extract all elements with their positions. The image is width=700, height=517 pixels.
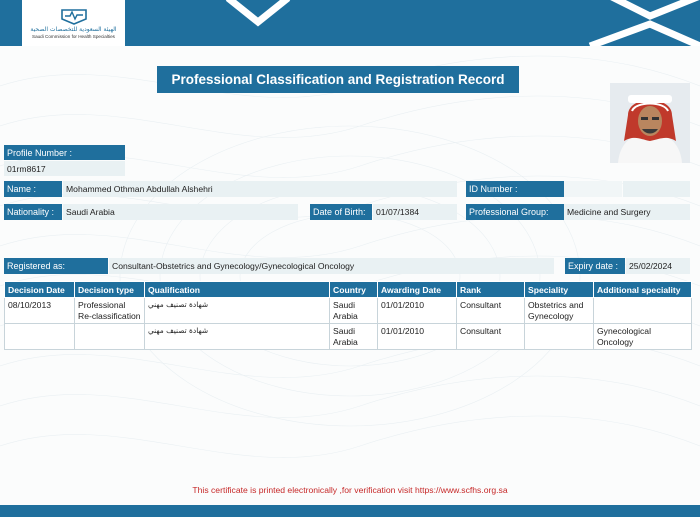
nationality-value: Saudi Arabia	[63, 204, 298, 220]
table-row	[5, 324, 692, 350]
scfhs-emblem-icon	[59, 7, 89, 25]
header-speciality: Speciality	[525, 282, 594, 298]
cell-country: Saudi Arabia	[330, 298, 378, 324]
cell-qualification: شهادة تصنيف مهني	[145, 324, 330, 350]
id-number-label: ID Number :	[466, 181, 564, 197]
header-qualification: Qualification	[145, 282, 330, 298]
logo-english-text: Saudi Commission for Health Specialties	[32, 33, 115, 39]
header-rank: Rank	[457, 282, 525, 298]
cell-decision-date: 08/10/2013	[5, 298, 75, 324]
header-decision-date: Decision Date	[5, 282, 75, 298]
footer-band	[0, 505, 700, 517]
header-decision-type: Decision type	[75, 282, 145, 298]
id-number-extra-field	[623, 181, 690, 197]
name-label: Name :	[4, 181, 62, 197]
logo-arabic-text: الهيئة السعودية للتخصصات الصحية	[30, 25, 117, 33]
registered-as-value: Consultant-Obstetrics and Gynecology/Gynecological Oncology	[109, 258, 554, 274]
header-awarding-date: Awarding Date	[378, 282, 457, 298]
cell-awarding-date: 01/01/2010	[378, 298, 457, 324]
registered-as-label: Registered as:	[4, 258, 108, 274]
profile-number-value: 01rm8617	[4, 161, 125, 176]
expiry-date-label: Expiry date :	[565, 258, 625, 274]
nationality-label: Nationality :	[4, 204, 62, 220]
scfhs-logo	[22, 0, 125, 46]
cell-decision-type	[75, 324, 145, 350]
table-row	[5, 298, 692, 324]
cell-speciality: Obstetrics and Gynecology	[525, 298, 594, 324]
cell-country: Saudi Arabia	[330, 324, 378, 350]
dob-value: 01/07/1384	[373, 204, 457, 220]
verification-footer: This certificate is printed electronically ,for verification visit https://www.scfhs.org.sa	[192, 485, 508, 495]
page-title: Professional Classification and Registration Record	[157, 66, 519, 93]
classification-records-table	[4, 281, 692, 350]
table-header-row	[5, 282, 692, 298]
header-additional-speciality: Additional speciality	[594, 282, 692, 298]
cell-awarding-date: 01/01/2010	[378, 324, 457, 350]
dob-label: Date of Birth:	[310, 204, 372, 220]
cell-rank: Consultant	[457, 324, 525, 350]
cell-additional-speciality	[594, 298, 692, 324]
id-number-value	[564, 181, 622, 197]
cell-rank: Consultant	[457, 298, 525, 324]
cell-speciality	[525, 324, 594, 350]
name-value: Mohammed Othman Abdullah Alshehri	[63, 181, 457, 197]
person-photo-icon	[610, 83, 690, 163]
professional-group-value: Medicine and Surgery	[564, 204, 690, 220]
cell-qualification: شهادة تصنيف مهني	[145, 298, 330, 324]
profile-number-label: Profile Number :	[4, 145, 125, 160]
cell-decision-date	[5, 324, 75, 350]
professional-group-label: Professional Group:	[466, 204, 564, 220]
cell-decision-type: Professional Re-classification	[75, 298, 145, 324]
header-country: Country	[330, 282, 378, 298]
cell-additional-speciality: Gynecological Oncology	[594, 324, 692, 350]
expiry-date-value: 25/02/2024	[626, 258, 690, 274]
profile-photo	[610, 83, 690, 163]
